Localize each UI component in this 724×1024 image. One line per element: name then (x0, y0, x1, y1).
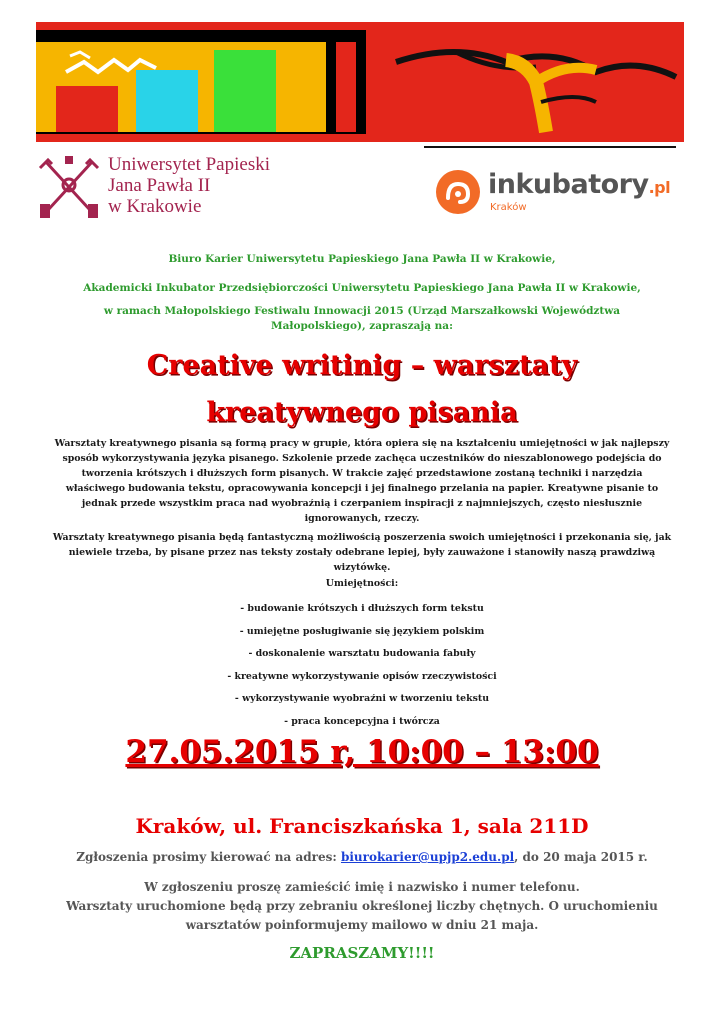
inkubatory-circle-icon (434, 168, 482, 216)
inkubatory-city: Kraków (490, 202, 527, 213)
notes-block (30, 878, 694, 935)
skill-item: - wykorzystywanie wyobraźni w tworzeniu tekstu (234, 693, 490, 704)
invitation-cta: ZAPRASZAMY!!!! (289, 944, 435, 962)
skill-item: - doskonalenie warsztatu budowania fabuły (248, 648, 476, 659)
note-line: Warsztaty uruchomione będą przy zebraniu określonej liczby chętnych. O uruchomieniu (66, 899, 658, 913)
decorative-banner (36, 22, 684, 142)
intro-line-4: Małopolskiego), zapraszają na: (271, 320, 453, 332)
description-line: sposób wykorzystywania języka pisanego. Szkolenie przede zachęca uczestników do nieszablonowego podejścia do (62, 453, 662, 464)
description-line: właściwego budowania tekstu, opracowywania koncepcji i jej finalnego przelania na papier. Kreatywne pisanie to (65, 483, 659, 494)
page-title (40, 342, 684, 436)
title-line-1: Creative writinig – warsztaty (146, 350, 578, 381)
intro-line-2: Akademicki Inkubator Przedsiębiorczości Uniwersytetu Papieskiego Jana Pawła II w Krakowie, (83, 282, 641, 294)
inkubatory-name: inkubatory (488, 169, 649, 200)
description-line: ignorowanych, rzeczy. (304, 513, 420, 524)
description-line: wizytówkę. (333, 562, 391, 573)
contact-line (30, 850, 694, 864)
event-location: Kraków, ul. Franciszkańska 1, sala 211D (135, 814, 589, 838)
description-line: Warsztaty kreatywnego pisania będą fantastyczną możliwością poszerzenia swoich umiejętności i przekonania się, jak (52, 532, 672, 543)
skill-item: - praca koncepcyjna i twórcza (284, 716, 440, 727)
email-link[interactable]: biurokarier@upjp2.edu.pl (340, 850, 515, 864)
intro-line-1: Biuro Karier Uniwersytetu Papieskiego Jana Pawła II w Krakowie, (168, 253, 556, 265)
note-line: W zgłoszeniu proszę zamieścić imię i nazwisko i numer telefonu. (144, 880, 580, 894)
crossed-keys-emblem-icon (38, 154, 100, 220)
contact-suffix: , do 20 maja 2015 r. (514, 850, 648, 864)
university-name-line3: w Krakowie (108, 196, 202, 217)
university-logo (38, 154, 270, 220)
skill-item: - umiejętne posługiwanie się językiem polskim (239, 626, 485, 637)
university-name-line1: Uniwersytet Papieski (108, 154, 271, 175)
note-line: warsztatów poinformujemy mailowo w dniu 21 maja. (185, 918, 539, 932)
skill-item: - budowanie krótszych i dłuższych form tekstu (240, 603, 484, 614)
inkubatory-suffix: .pl (648, 178, 671, 197)
description-paragraph-2 (36, 530, 688, 575)
description-line: Warsztaty kreatywnego pisania są formą pracy w grupie, która opiera się na kształceniu umiejętności w jak najlepszy (54, 438, 670, 449)
contact-prefix: Zgłoszenia prosimy kierować na adres: (76, 850, 341, 864)
description-line: jednak przede wszystkim praca nad wyobraźnią i czerpaniem inspiracji z najmniejszych, często niesłusznie (81, 498, 643, 509)
header-rule (424, 146, 676, 148)
description-line: niewiele trzeba, by pisane przez nas teksty zostały odebrane lepiej, były zauważone i stanowiły naszą prawdziwą (68, 547, 656, 558)
university-name-line2: Jana Pawła II (108, 175, 211, 196)
description-paragraph-1 (36, 436, 688, 526)
skills-heading: Umiejętności: (325, 578, 399, 589)
description-line: tworzenia krótszych i dłuższych form pisanych. W trakcie zajęć przedstawione zostaną techniki i narzędzia (81, 468, 643, 479)
inkubatory-logo (434, 168, 670, 216)
skill-item: - kreatywne wykorzystywanie opisów rzeczywistości (227, 671, 497, 682)
title-line-2: kreatywnego pisania (206, 397, 518, 428)
event-datetime: 27.05.2015 r, 10:00 – 13:00 (125, 734, 599, 770)
intro-line-3: w ramach Małopolskiego Festiwalu Innowacji 2015 (Urząd Marszałkowski Województwa (103, 305, 621, 317)
